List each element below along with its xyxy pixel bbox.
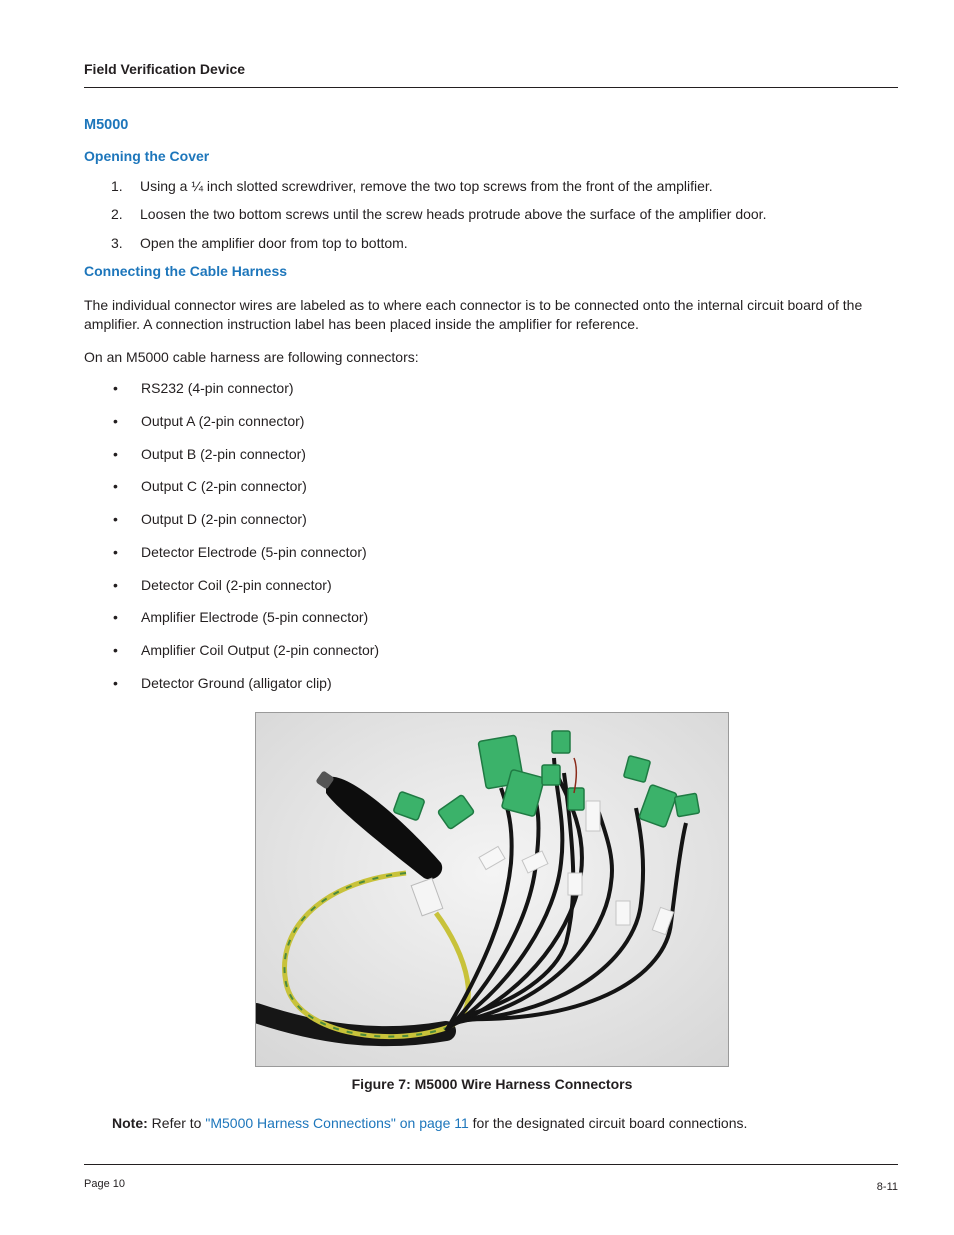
wire-harness-photo xyxy=(255,712,729,1067)
list-item-text: RS232 (4-pin connector) xyxy=(141,380,294,396)
list-item-text: Output A (2-pin connector) xyxy=(141,413,305,429)
header-title: Field Verification Device xyxy=(84,61,246,77)
list-item xyxy=(113,446,306,462)
section-page-number: 8-11 xyxy=(876,1181,898,1193)
list-item xyxy=(113,478,307,494)
list-item-text: Detector Electrode (5-pin connector) xyxy=(141,544,367,560)
list-item xyxy=(113,642,379,658)
list-item-text: Output D (2-pin connector) xyxy=(141,511,307,527)
list-item xyxy=(113,675,332,691)
list-item xyxy=(113,511,307,527)
list-item xyxy=(113,544,367,560)
note xyxy=(112,1115,747,1131)
footer-rule xyxy=(84,1164,898,1165)
bullet-icon: • xyxy=(113,675,118,691)
step-item xyxy=(111,178,713,194)
bullet-icon: • xyxy=(113,413,118,429)
step-item xyxy=(111,235,408,251)
list-item-text: Output B (2-pin connector) xyxy=(141,446,306,462)
list-item xyxy=(113,609,368,625)
header-rule xyxy=(84,87,898,88)
opening-cover-heading: Opening the Cover xyxy=(84,148,210,164)
list-item-text: Amplifier Electrode (5-pin connector) xyxy=(141,609,369,625)
cable-harness-paragraph: The individual connector wires are labeled as to where each connector is to be connected onto the internal circuit board of the amplifier. A connection instruction label has been placed inside the amplifier for reference. xyxy=(84,297,863,332)
cable-harness-heading: Connecting the Cable Harness xyxy=(84,263,288,279)
step-text: Using a ¼ inch slotted screwdriver, remove the two top screws from the front of the amplifier. xyxy=(140,178,713,194)
step-item xyxy=(111,206,766,222)
bullet-icon: • xyxy=(113,380,118,396)
note-label: Note: xyxy=(112,1115,148,1131)
bullet-icon: • xyxy=(113,478,118,494)
section-title: M5000 xyxy=(84,117,129,133)
list-item xyxy=(113,413,304,429)
list-item-text: Detector Coil (2-pin connector) xyxy=(141,577,332,593)
list-item xyxy=(113,380,294,396)
bullet-icon: • xyxy=(113,511,118,527)
step-number: 2. xyxy=(111,206,123,222)
bullet-icon: • xyxy=(113,544,118,560)
figure-caption: Figure 7: M5000 Wire Harness Connectors xyxy=(351,1076,633,1092)
bullet-icon: • xyxy=(113,642,118,658)
step-number: 1. xyxy=(111,178,123,194)
connectors-intro: On an M5000 cable harness are following connectors: xyxy=(84,349,419,365)
bullet-icon: • xyxy=(113,609,118,625)
note-text-before: Refer to xyxy=(147,1115,206,1131)
wire-harness-illustration xyxy=(256,713,728,1066)
list-item-text: Detector Ground (alligator clip) xyxy=(141,675,332,691)
list-item xyxy=(113,577,332,593)
harness-connections-link[interactable]: "M5000 Harness Connections" on page 11 xyxy=(205,1115,469,1131)
step-text: Loosen the two bottom screws until the screw heads protrude above the surface of the amplifier door. xyxy=(140,206,767,222)
step-number: 3. xyxy=(111,235,123,251)
note-text-after: for the designated circuit board connections. xyxy=(468,1115,748,1131)
list-item-text: Amplifier Coil Output (2-pin connector) xyxy=(141,642,380,658)
bullet-icon: • xyxy=(113,446,118,462)
bullet-icon: • xyxy=(113,577,118,593)
step-text: Open the amplifier door from top to bottom. xyxy=(140,235,408,251)
page-number: Page 10 xyxy=(84,1178,125,1190)
list-item-text: Output C (2-pin connector) xyxy=(141,478,307,494)
